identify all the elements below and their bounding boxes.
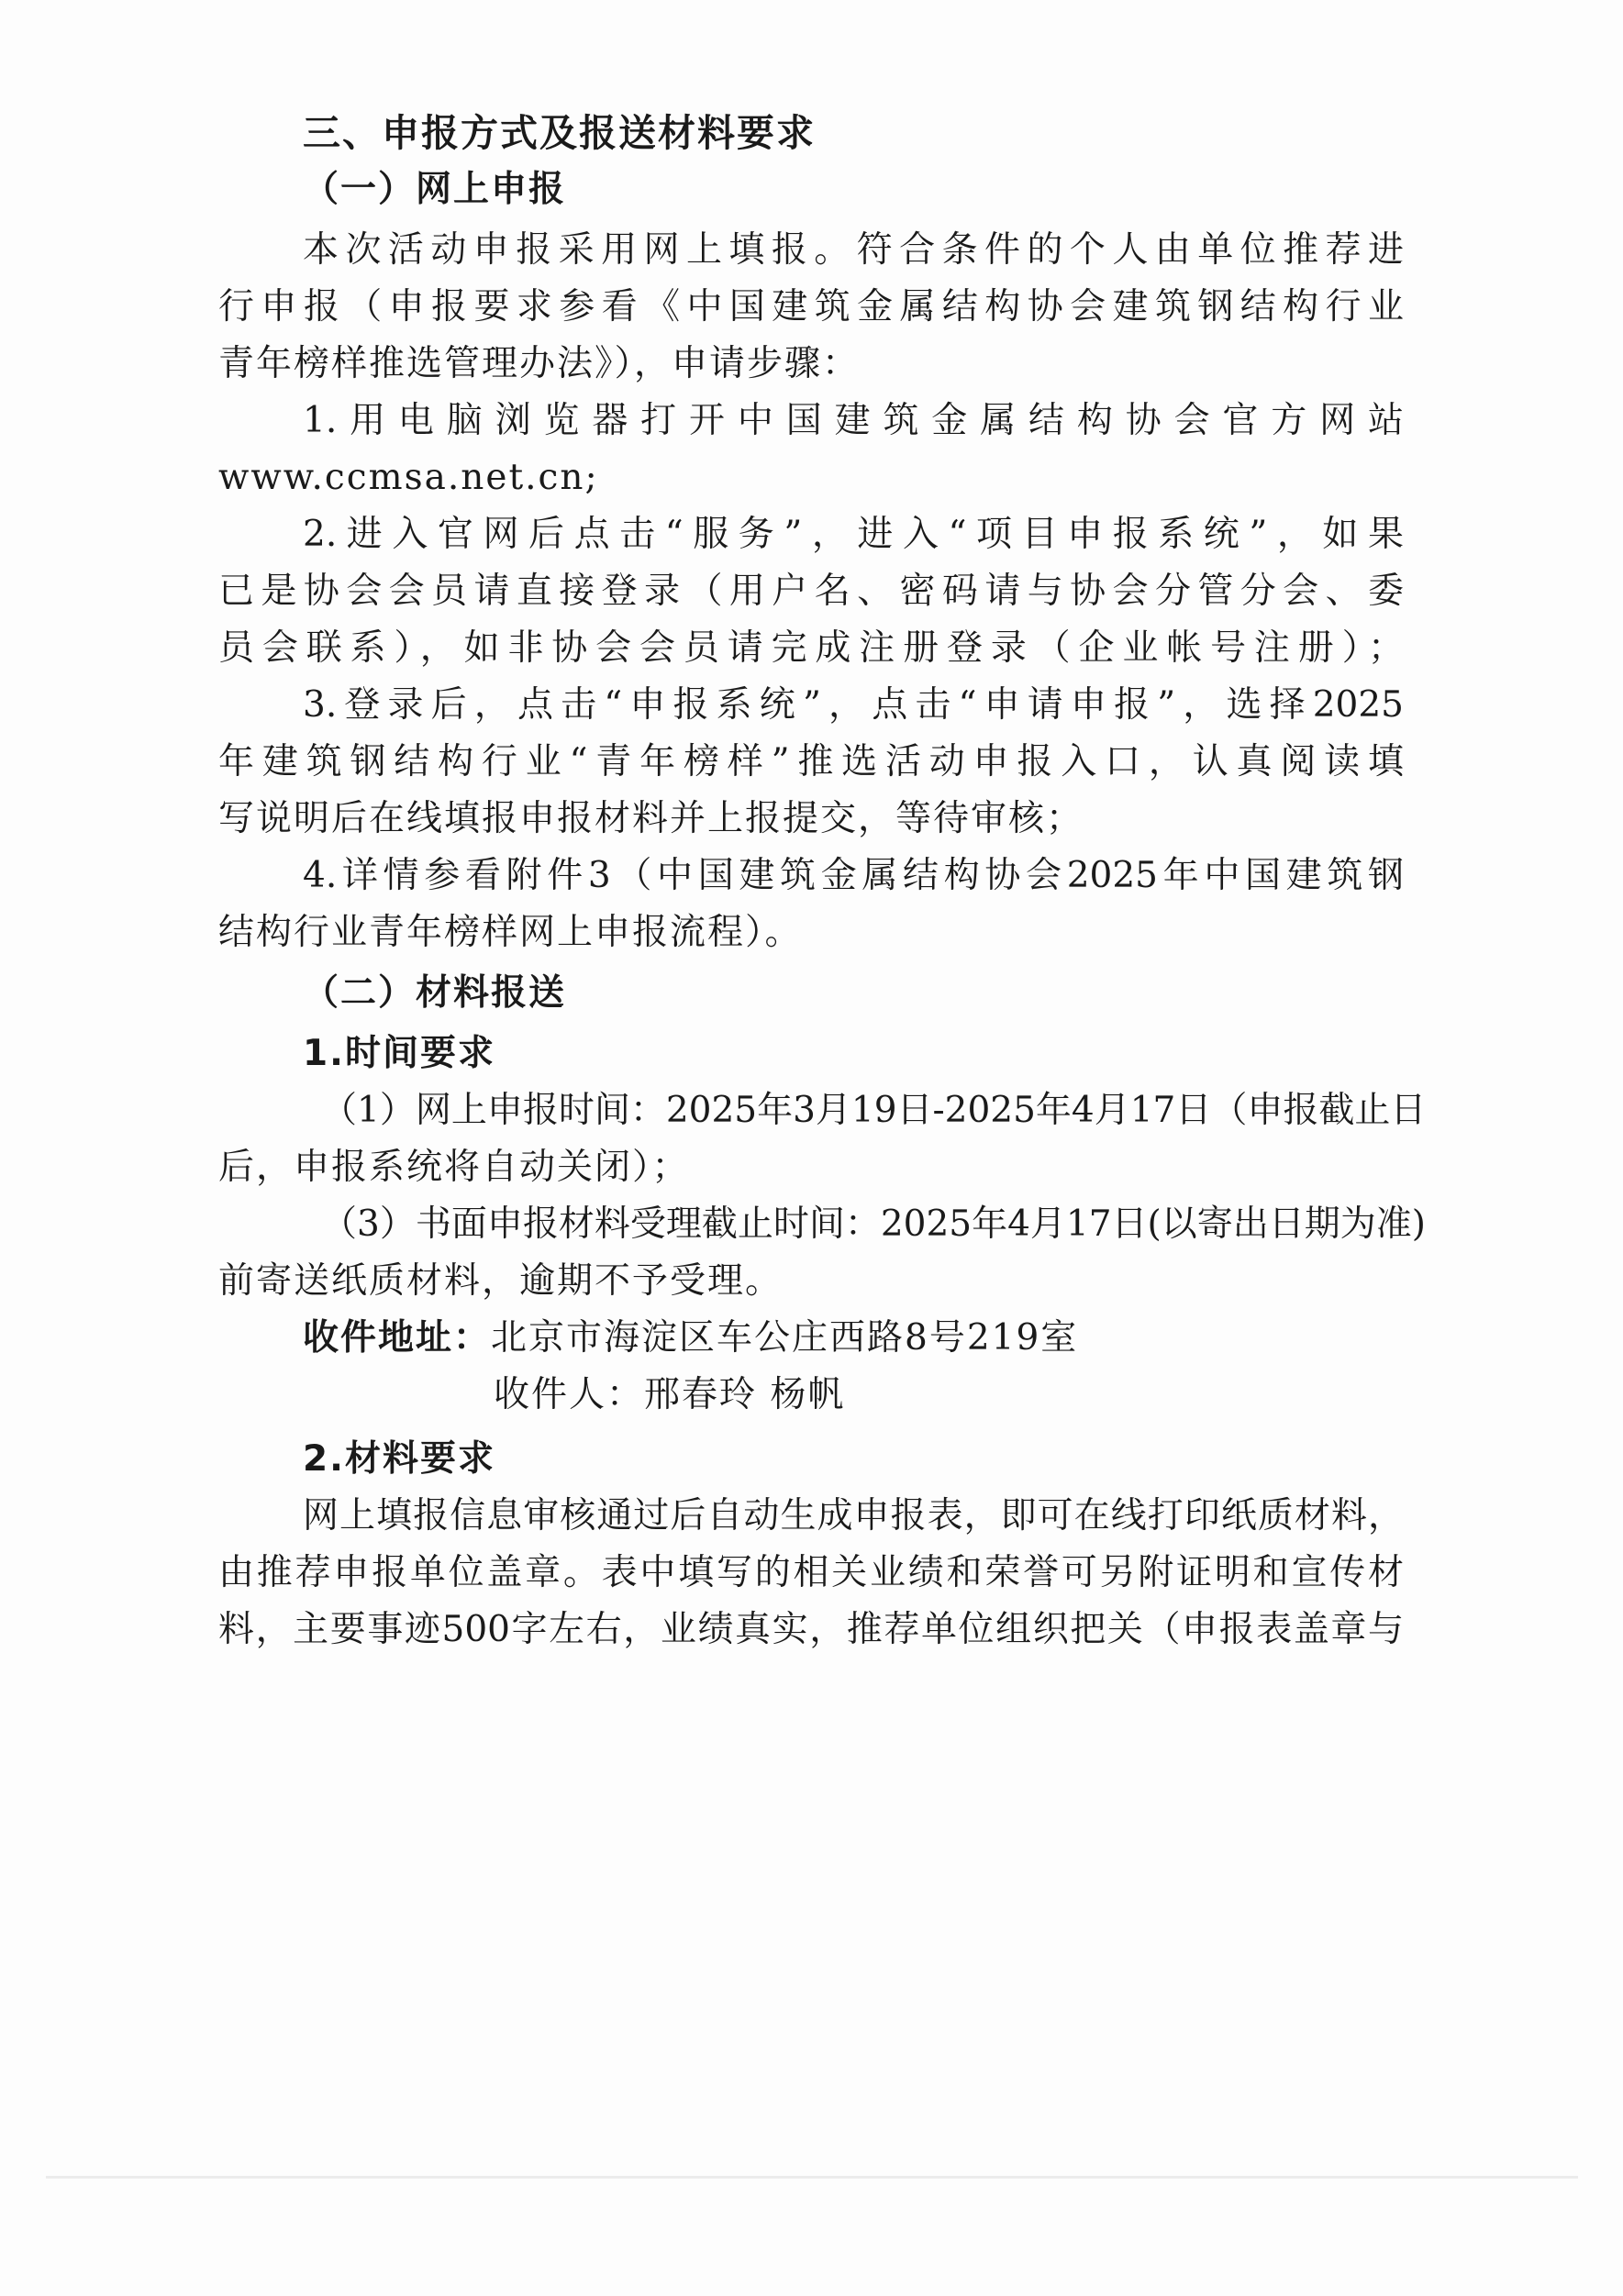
scan-edge bbox=[46, 2176, 1578, 2179]
online-subheading: （一）网上申报 bbox=[303, 169, 567, 210]
requirements-heading: 2.材料要求 bbox=[303, 1438, 495, 1480]
time-item3-line-1: （3）书面申报材料受理截止时间：2025年4月17日(以寄出日期为准) bbox=[321, 1203, 1426, 1245]
step4-line-2: 结构行业青年榜样网上申报流程）。 bbox=[218, 912, 803, 953]
step2-line-1: 2.进入官网后点击“服务”，进入“项目申报系统”，如果 bbox=[303, 514, 1404, 555]
requirements-line-3: 料，主要事迹500字左右，业绩真实，推荐单位组织把关（申报表盖章与 bbox=[218, 1609, 1404, 1650]
time-heading: 1.时间要求 bbox=[303, 1033, 495, 1074]
time-item1-line-2: 后，申报系统将自动关闭）； bbox=[218, 1147, 690, 1188]
step3-line-3: 写说明后在线填报申报材料并上报提交，等待审核； bbox=[218, 798, 1084, 839]
step2-line-2: 已是协会会员请直接登录（用户名、密码请与协会分管分会、委 bbox=[218, 571, 1404, 612]
intro-line-2: 行申报（申报要求参看《中国建筑金属结构协会建筑钢结构行业 bbox=[218, 286, 1404, 327]
step3-line-2: 年建筑钢结构行业“青年榜样”推选活动申报入口，认真阅读填 bbox=[218, 741, 1404, 782]
address-value: 北京市海淀区车公庄西路8号219室 bbox=[491, 1317, 1079, 1359]
address-row bbox=[303, 1315, 1078, 1361]
step3-line-1: 3.登录后，点击“申报系统”，点击“申请申报”，选择2025 bbox=[303, 684, 1404, 726]
requirements-line-2: 由推荐申报单位盖章。表中填写的相关业绩和荣誉可另附证明和宣传材 bbox=[218, 1552, 1404, 1593]
step1-url: www.ccmsa.net.cn; bbox=[218, 457, 599, 498]
time-item1-line-1: （1）网上申报时间：2025年3月19日-2025年4月17日（申报截止日 bbox=[321, 1090, 1427, 1131]
time-item3-line-2: 前寄送纸质材料，逾期不予受理。 bbox=[218, 1260, 784, 1302]
step2-line-3: 员会联系），如非协会会员请完成注册登录（企业帐号注册）； bbox=[218, 627, 1404, 669]
intro-line-3: 青年榜样推选管理办法》），申请步骤： bbox=[218, 343, 861, 384]
section-heading: 三、申报方式及报送材料要求 bbox=[303, 111, 816, 155]
recipient: 收件人：邢春玲 杨帆 bbox=[494, 1374, 846, 1415]
materials-subheading: （二）材料报送 bbox=[303, 972, 567, 1014]
requirements-line-1: 网上填报信息审核通过后自动生成申报表，即可在线打印纸质材料， bbox=[303, 1495, 1404, 1536]
step4-line-1: 4.详情参看附件3（中国建筑金属结构协会2025年中国建筑钢 bbox=[303, 855, 1404, 896]
step1-line-1: 1.用电脑浏览器打开中国建筑金属结构协会官方网站 bbox=[303, 400, 1404, 441]
address-label: 收件地址： bbox=[303, 1317, 492, 1359]
intro-line-1: 本次活动申报采用网上填报。符合条件的个人由单位推荐进 bbox=[303, 229, 1404, 271]
